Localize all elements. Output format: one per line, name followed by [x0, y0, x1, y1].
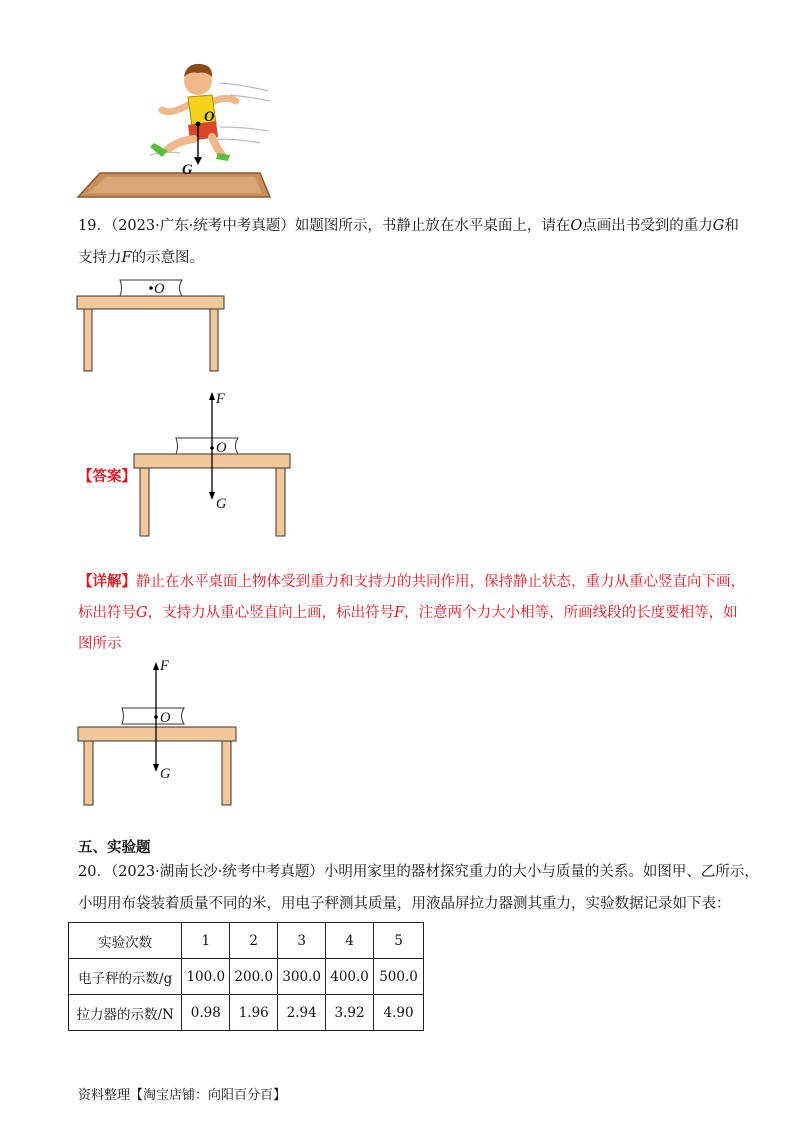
q19-g: G — [712, 218, 725, 234]
table-cell: 3 — [278, 923, 326, 959]
table-cell: 1.96 — [230, 995, 278, 1031]
table-cell: 400.0 — [326, 959, 374, 995]
q19-line2-b: 的示意图。 — [131, 250, 205, 266]
table-cell: 1 — [182, 923, 230, 959]
table-row — [69, 995, 424, 1031]
table-cell: 500.0 — [374, 959, 424, 995]
data-table — [68, 922, 424, 1031]
analysis-line2 — [78, 603, 738, 623]
table-header-row — [69, 923, 424, 959]
answer-figure — [132, 392, 292, 540]
answer-label: 【答案】 — [78, 468, 136, 485]
answer-o-label: O — [216, 440, 227, 456]
footer-text: 资料整理【淘宝店铺：向阳百分百】 — [78, 1088, 287, 1103]
long-jump-figure — [70, 55, 285, 205]
table-cell: 100.0 — [182, 959, 230, 995]
q19-line2 — [78, 248, 204, 268]
analysis-text1: 静止在水平桌面上物体受到重力和支持力的共同作用，保持静止状态，重力从重心竖直向下画， — [136, 574, 745, 590]
analysis-figure — [76, 660, 238, 808]
table-cell: 实验次数 — [69, 923, 182, 959]
analysis-label: 【详解】 — [78, 573, 136, 590]
q19-line1 — [78, 216, 739, 236]
q20-source: （2023·湖南长沙·统考中考真题） — [110, 864, 324, 880]
question-o-label: O — [154, 281, 165, 297]
q20-text1: 小明用家里的器材探究重力的大小与质量的关系。如图甲、乙所示， — [323, 864, 759, 880]
answer-g-label: G — [216, 496, 227, 512]
table-row — [69, 959, 424, 995]
answer-f-label: F — [216, 391, 225, 407]
analysis-line1 — [78, 572, 745, 592]
jumper-o-label: O — [204, 109, 215, 125]
analysis-line3: 图所示 — [78, 636, 122, 652]
analysis-line2-c: ，注意两个力大小相等，所画线段的长度要相等，如 — [404, 605, 738, 621]
table-cell: 4.90 — [374, 995, 424, 1031]
q19-text-c: 和 — [724, 218, 739, 234]
q19-text-a: 如题图所示，书静止放在水平桌面上，请在 — [294, 218, 571, 234]
section-title: 五、实验题 — [78, 840, 151, 856]
table-cell: 2.94 — [278, 995, 326, 1031]
q20-line1 — [78, 862, 759, 882]
analysis-o-label: O — [160, 710, 171, 726]
q19-number: 19． — [78, 218, 111, 234]
table-cell: 4 — [326, 923, 374, 959]
analysis-line2-f: F — [394, 605, 405, 621]
table-cell: 拉力器的示数/N — [69, 995, 182, 1031]
table-cell: 2 — [230, 923, 278, 959]
analysis-f-label: F — [160, 658, 169, 674]
q20-line2: 小明用布袋装着质量不同的米，用电子秤测其质量，用液晶屏拉力器测其重力，实验数据记录如下表： — [78, 896, 731, 912]
table-cell: 200.0 — [230, 959, 278, 995]
q20-number: 20． — [78, 864, 111, 880]
table-cell: 电子秤的示数/g — [69, 959, 182, 995]
q19-text-b: 点画出书受到的重力 — [582, 218, 713, 234]
analysis-g-label: G — [160, 766, 171, 782]
analysis-line2-g: G — [136, 605, 148, 621]
table-cell: 3.92 — [326, 995, 374, 1031]
analysis-line2-b: ，支持力从重心竖直向上画，标出符号 — [147, 605, 395, 621]
table-cell: 300.0 — [278, 959, 326, 995]
table-cell: 0.98 — [182, 995, 230, 1031]
jumper-g-label: G — [182, 162, 193, 178]
question-table-figure — [76, 276, 226, 374]
q19-source: （2023·广东·统考中考真题） — [110, 218, 295, 234]
analysis-line2-a: 标出符号 — [78, 605, 136, 621]
q19-line2-a: 支持力 — [78, 250, 122, 266]
q19-point: O — [570, 218, 583, 234]
table-cell: 5 — [374, 923, 424, 959]
q19-f: F — [121, 250, 132, 266]
